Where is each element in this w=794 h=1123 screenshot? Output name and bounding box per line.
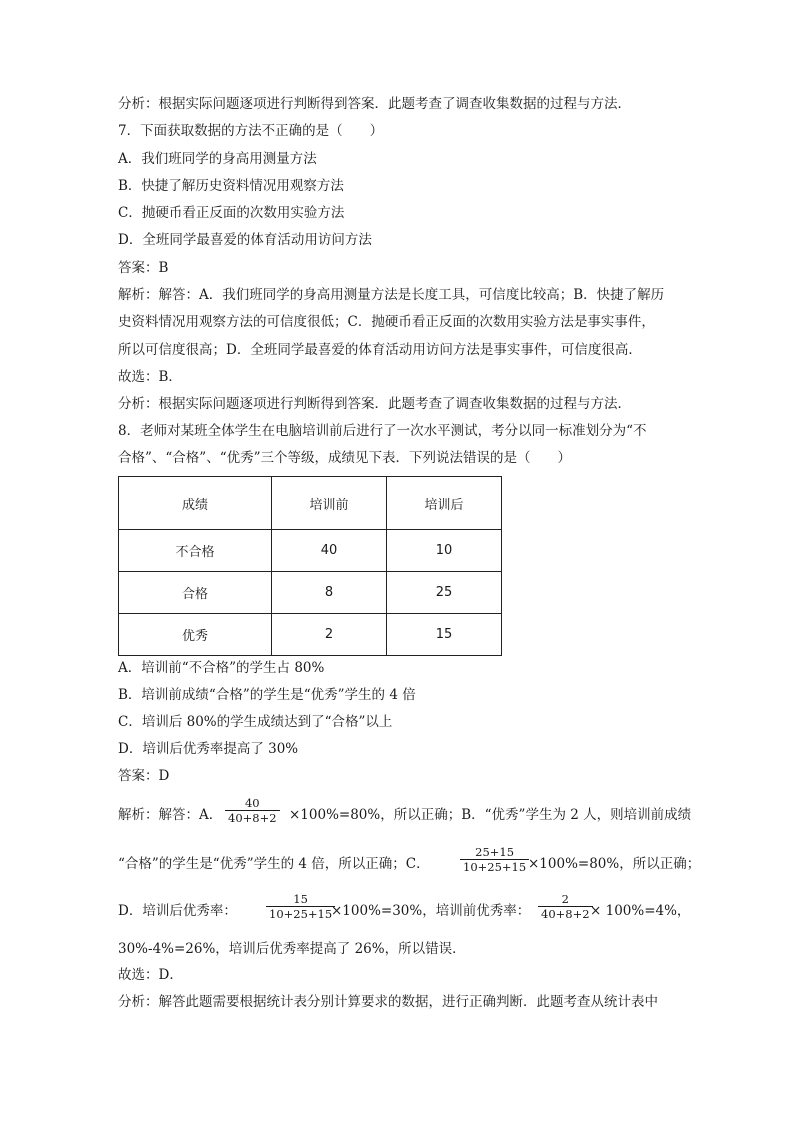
- option-7d: D．全班同学最喜爱的体育活动用访问方法: [118, 232, 372, 248]
- explanation-7-line-2: 史资料情况用观察方法的可信度很低；C．抛硬币看正反面的次数用实验方法是事实事件，: [118, 314, 655, 330]
- fraction-numerator: 15: [293, 892, 308, 906]
- fraction-denominator: 40+8+2: [541, 907, 590, 921]
- explanation-8-row-2-suffix: ×100%=80%，所以正确；: [528, 856, 701, 872]
- explanation-8-row-4: 30%-4%=26%，培训后优秀率提高了 26%，所以错误．: [118, 941, 466, 957]
- explanation-7-line-3: 所以可信度很高；D．全班同学最喜爱的体育活动用访问方法是事实事件，可信度很高．: [118, 342, 642, 358]
- table-cell: 40: [272, 530, 387, 572]
- table-cell: 优秀: [119, 614, 272, 656]
- option-8d: D．培训后优秀率提高了 30%: [118, 741, 299, 757]
- fraction-denominator: 40+8+2: [228, 811, 277, 825]
- question-7: 7．下面获取数据的方法不正确的是（ ）: [118, 123, 384, 139]
- table-row: [119, 530, 502, 572]
- table-cell: 15: [387, 614, 502, 656]
- explanation-8-row-2-prefix: “合格”的学生是“优秀”学生的 4 倍，所以正确；C．: [118, 856, 430, 872]
- fraction-denominator: 10+25+15: [463, 860, 527, 874]
- explanation-8-row-3-prefix: D．培训后优秀率：: [118, 903, 237, 919]
- fraction-80-percent: [225, 796, 280, 825]
- table-cell: 8: [272, 572, 387, 614]
- analysis-7: 分析：根据实际问题逐项进行判断得到答案．此题考查了调查收集数据的过程与方法．: [118, 396, 631, 412]
- option-7c: C．抛硬币看正反面的次数用实验方法: [118, 205, 345, 221]
- choice-8: 故选：D．: [118, 967, 183, 983]
- fraction-before-excellent: [538, 892, 593, 921]
- table-cell: 2: [272, 614, 387, 656]
- table-header-row: [119, 477, 502, 530]
- table-header-cell: 成绩: [119, 477, 272, 530]
- table-header-cell: 培训前: [272, 477, 387, 530]
- table-cell: 10: [387, 530, 502, 572]
- option-7a: A．我们班同学的身高用测量方法: [118, 151, 317, 167]
- question-8-line-1: 8．老师对某班全体学生在电脑培训前后进行了一次水平测试，考分以同一标准划分为“不: [118, 423, 647, 439]
- option-8c: C．培训后 80%的学生成绩达到了“合格”以上: [118, 714, 393, 730]
- answer-8: 答案：D: [118, 768, 170, 784]
- table-header-cell: 培训后: [387, 477, 502, 530]
- fraction-denominator: 10+25+15: [269, 907, 333, 921]
- option-8a: A．培训前“不合格”的学生占 80%: [118, 660, 325, 676]
- option-8b: B．培训前成绩“合格”的学生是“优秀”学生的 4 倍: [118, 687, 416, 703]
- explanation-7-line-1: 解析：解答：A．我们班同学的身高用测量方法是长度工具，可信度比较高；B．快捷了解历: [118, 287, 665, 303]
- table-row: [119, 572, 502, 614]
- table-cell: 合格: [119, 572, 272, 614]
- table-cell: 25: [387, 572, 502, 614]
- fraction-numerator: 2: [561, 892, 569, 906]
- choice-7: 故选：B．: [118, 369, 182, 385]
- fraction-after-pass: [460, 845, 529, 874]
- explanation-8-row-3-suffix: × 100%=4%，: [590, 903, 691, 919]
- question-8-line-2: 合格”、“合格”、“优秀”三个等级，成绩见下表．下列说法错误的是（ ）: [118, 450, 572, 466]
- score-table: [118, 476, 502, 656]
- fraction-after-excellent: [266, 892, 335, 921]
- explanation-8-row-1-prefix: 解析：解答：A．: [118, 807, 223, 823]
- explanation-8-row-3-middle: ×100%=30%，培训前优秀率：: [331, 903, 531, 919]
- table-row: [119, 614, 502, 656]
- table-cell: 不合格: [119, 530, 272, 572]
- analysis-8: 分析：解答此题需要根据统计表分别计算要求的数据，进行正确判断．此题考查从统计表中: [118, 994, 658, 1010]
- fraction-numerator: 25+15: [475, 845, 515, 859]
- explanation-8-row-1-suffix: ×100%=80%，所以正确；B．“优秀”学生为 2 人，则培训前成绩: [289, 807, 692, 823]
- answer-7: 答案：B: [118, 260, 169, 276]
- fraction-numerator: 40: [244, 796, 260, 810]
- analysis-line: 分析：根据实际问题逐项进行判断得到答案．此题考查了调查收集数据的过程与方法．: [118, 96, 631, 112]
- option-7b: B．快捷了解历史资料情况用观察方法: [118, 178, 344, 194]
